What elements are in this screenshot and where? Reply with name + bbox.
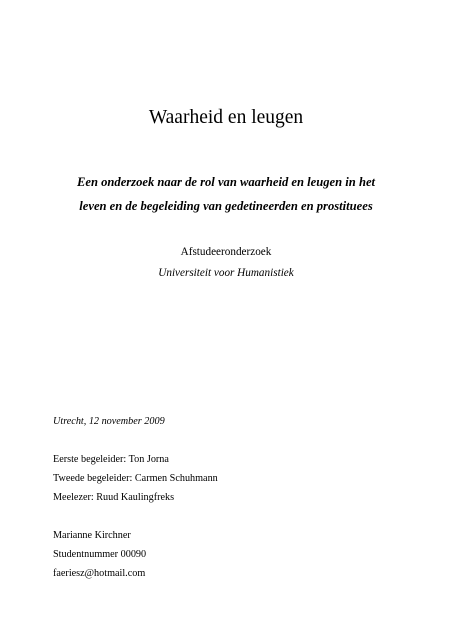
second-supervisor: Tweede begeleider: Carmen Schuhmann [53, 473, 218, 484]
place-date: Utrecht, 12 november 2009 [53, 416, 165, 427]
subtitle-line-1: Een onderzoek naar de rol van waarheid en leugen in het [76, 175, 376, 189]
subtitle-line-2: leven en de begeleiding van gedetineerden en prostituees [79, 199, 373, 213]
student-number: Studentnummer 00090 [53, 549, 147, 560]
co-reader: Meelezer: Ruud Kaulingfreks [53, 492, 175, 503]
university-name: Universiteit voor Humanistiek [158, 267, 294, 279]
first-supervisor: Eerste begeleider: Ton Jorna [53, 454, 169, 465]
author-email: faeriesz@hotmail.com [53, 568, 146, 579]
thesis-type: Afstudeeronderzoek [180, 246, 272, 258]
author-name: Marianne Kirchner [53, 530, 131, 541]
document-title: Waarheid en leugen [148, 107, 304, 128]
